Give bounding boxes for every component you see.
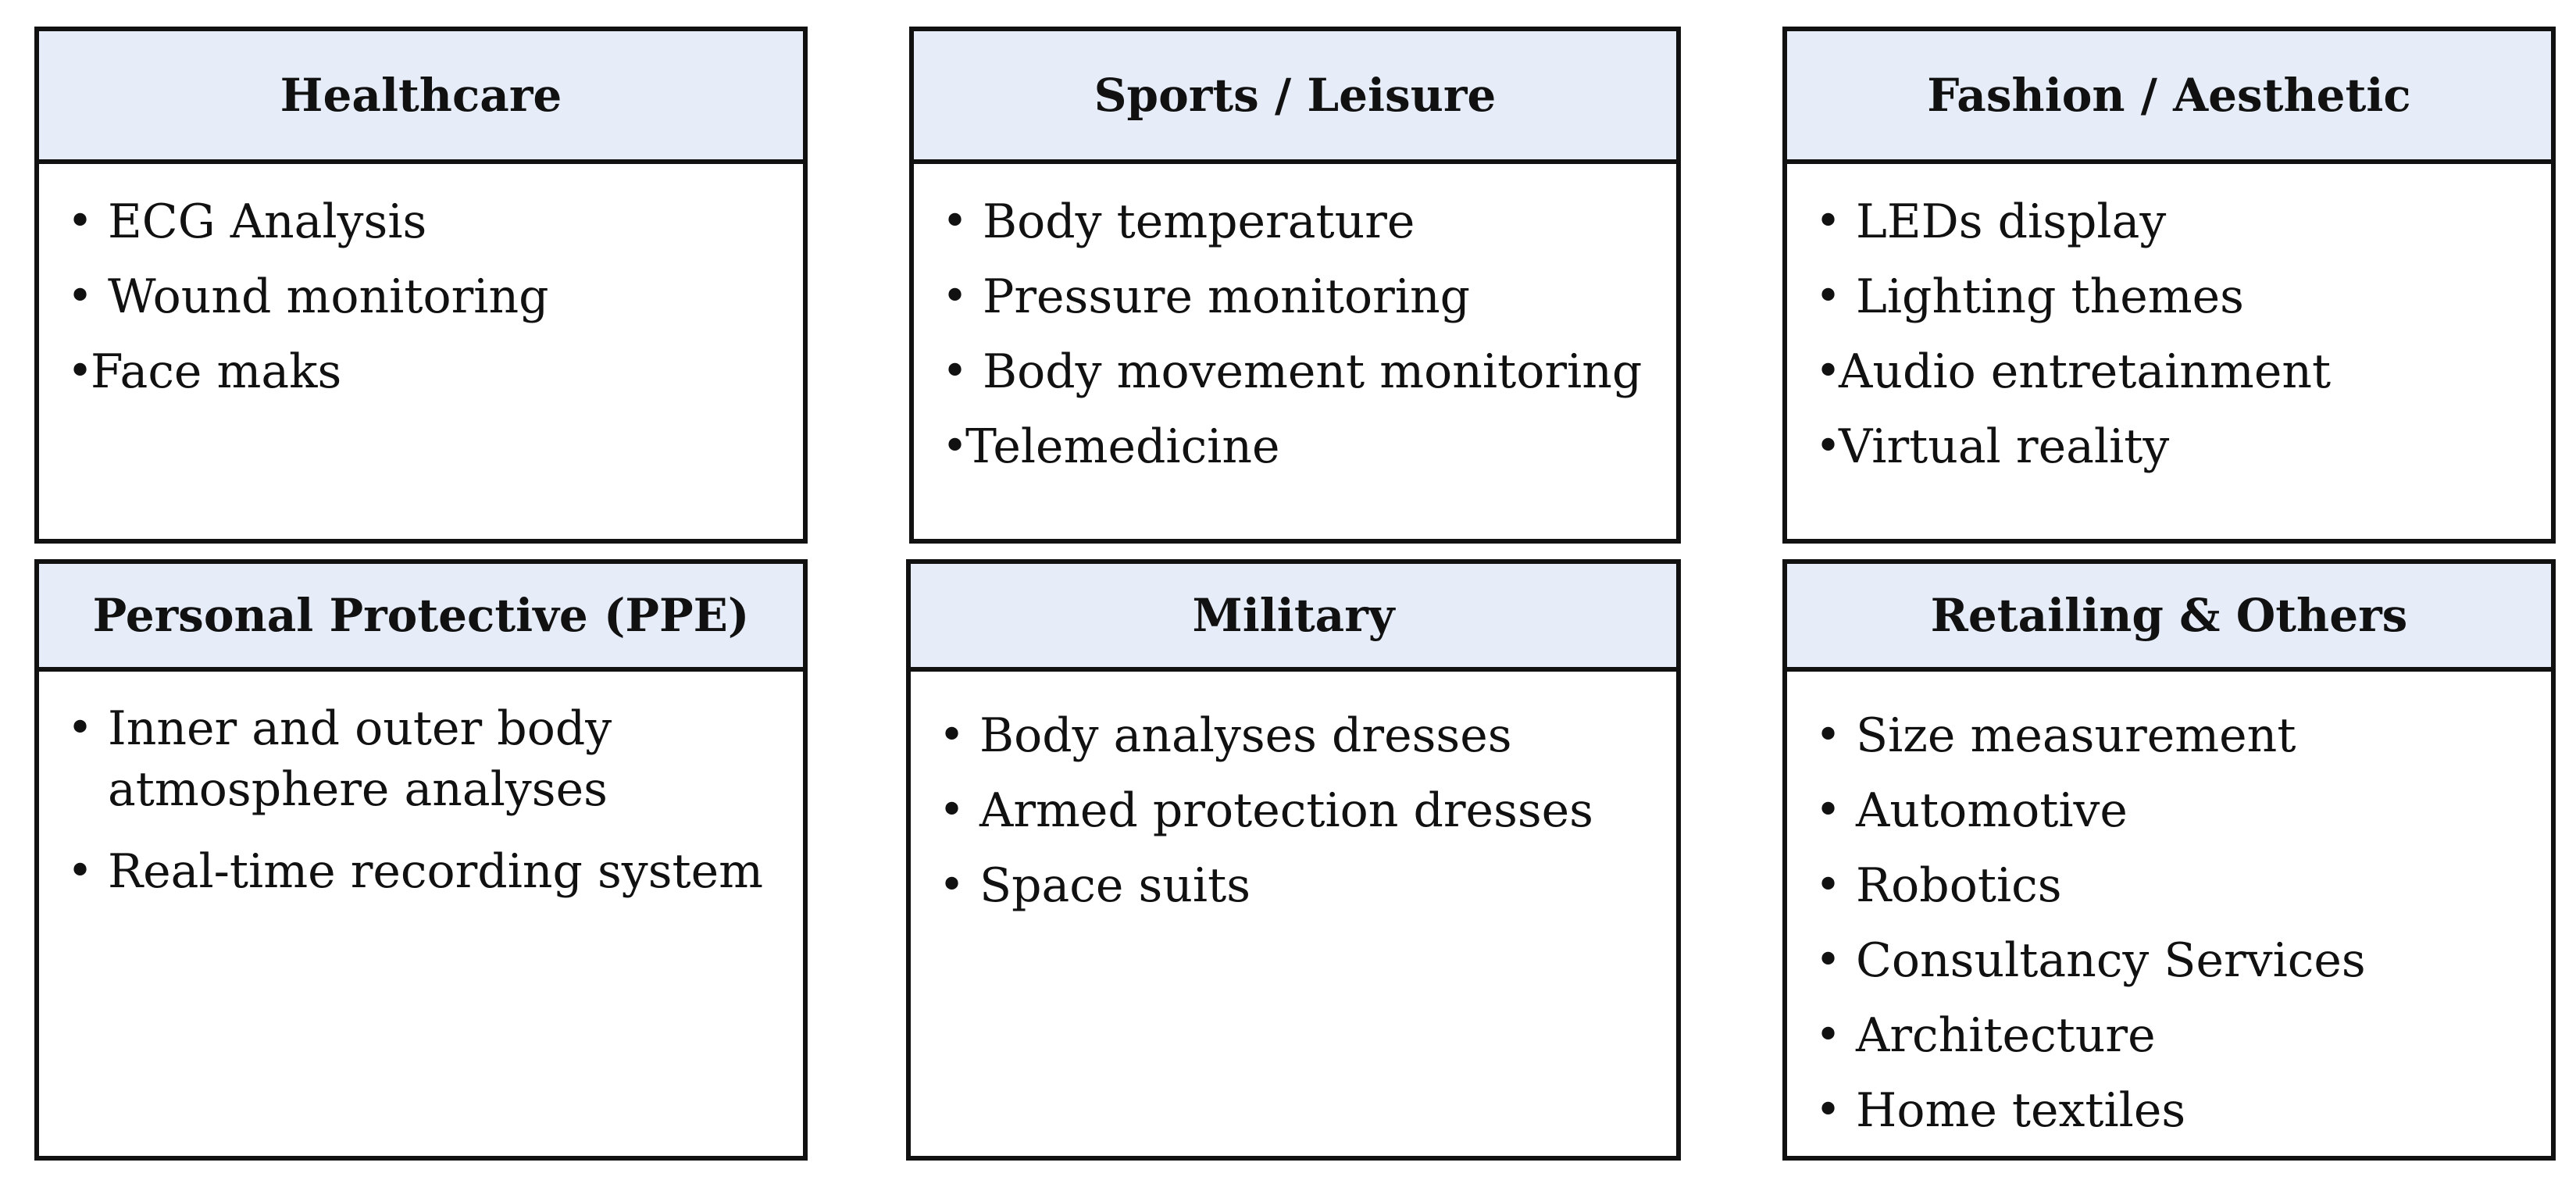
category-box-healthcare	[34, 27, 808, 544]
list-item-label: Telemedicine	[965, 419, 1280, 474]
list-item-label: Real-time recording system	[108, 844, 764, 899]
category-title: Fashion / Aesthetic	[1787, 31, 2551, 164]
bullet-icon: •	[939, 710, 965, 761]
list-item-label: Virtual reality	[1839, 419, 2170, 474]
bullet-icon: •	[1815, 1085, 1842, 1136]
list-item-label: Home textiles	[1856, 1083, 2186, 1138]
list-item-label: Body temperature	[983, 194, 1415, 249]
bullet-icon: •	[942, 271, 969, 322]
list-item	[67, 834, 803, 909]
list-item-label: ECG Analysis	[108, 194, 427, 249]
list-item-label: Pressure monitoring	[983, 269, 1471, 324]
bullet-icon: •	[1815, 785, 1842, 836]
category-title: Military	[911, 564, 1676, 672]
list-item-label: Automotive	[1856, 783, 2128, 838]
bullet-icon: •	[1815, 346, 1842, 397]
list-item	[1815, 334, 2551, 409]
list-item	[939, 773, 1676, 848]
bullet-icon: •	[1815, 935, 1842, 986]
list-item-label: Body analyses dresses	[979, 708, 1512, 763]
list-item-label: Wound monitoring	[108, 269, 549, 324]
list-item-label: Lighting themes	[1856, 269, 2244, 324]
bullet-icon: •	[1815, 1010, 1842, 1061]
category-title: Retailing & Others	[1787, 564, 2551, 672]
category-title: Personal Protective (PPE)	[39, 564, 803, 672]
bullet-icon: •	[1815, 196, 1842, 247]
list-item	[1815, 259, 2551, 334]
list-item	[942, 184, 1676, 259]
bullet-icon: •	[1815, 271, 1842, 322]
list-item-label: Body movement monitoring	[983, 344, 1643, 399]
list-item	[942, 334, 1676, 409]
bullet-icon: •	[67, 703, 94, 754]
category-title: Healthcare	[39, 31, 803, 164]
list-item	[67, 698, 803, 820]
list-item	[1815, 409, 2551, 484]
list-item-label: Space suits	[979, 858, 1251, 913]
list-item-label: Size measurement	[1856, 708, 2296, 763]
list-item	[1815, 998, 2551, 1073]
list-item	[1815, 923, 2551, 998]
bullet-icon: •	[942, 421, 969, 472]
category-item-list	[939, 698, 1676, 923]
category-box-fashion-aesthetic	[1782, 27, 2556, 544]
category-item-list	[942, 184, 1676, 484]
category-title: Sports / Leisure	[914, 31, 1676, 164]
bullet-icon: •	[67, 346, 94, 397]
list-item	[1815, 698, 2551, 773]
bullet-icon: •	[939, 860, 965, 911]
list-item-label: Face maks	[91, 344, 342, 399]
category-box-ppe	[34, 559, 808, 1161]
list-item	[67, 259, 803, 334]
category-item-list	[1815, 184, 2551, 484]
list-item-label: Armed protection dresses	[979, 783, 1593, 838]
bullet-icon: •	[942, 196, 969, 247]
list-item-label: Robotics	[1856, 858, 2062, 913]
list-item	[1815, 184, 2551, 259]
list-item-label: LEDs display	[1856, 194, 2167, 249]
bullet-icon: •	[1815, 710, 1842, 761]
bullet-icon: •	[67, 271, 94, 322]
category-item-list	[1815, 698, 2551, 1148]
bullet-icon: •	[939, 785, 965, 836]
bullet-icon: •	[1815, 860, 1842, 911]
list-item	[942, 409, 1676, 484]
list-item	[1815, 773, 2551, 848]
category-item-list	[67, 698, 803, 909]
list-item	[1815, 848, 2551, 923]
bullet-icon: •	[67, 196, 94, 247]
list-item-label: Consultancy Services	[1856, 933, 2366, 988]
list-item-label: Inner and outer body atmosphere analyses	[108, 701, 612, 817]
list-item	[67, 334, 803, 409]
category-box-military	[906, 559, 1681, 1161]
category-box-sports-leisure	[909, 27, 1681, 544]
list-item	[1815, 1073, 2551, 1148]
category-box-retailing-others	[1782, 559, 2556, 1161]
list-item-label: Architecture	[1856, 1008, 2156, 1063]
list-item	[939, 848, 1676, 923]
bullet-icon: •	[942, 346, 969, 397]
list-item	[942, 259, 1676, 334]
list-item-label: Audio entretainment	[1839, 344, 2332, 399]
list-item	[939, 698, 1676, 773]
bullet-icon: •	[1815, 421, 1842, 472]
category-item-list	[67, 184, 803, 409]
bullet-icon: •	[67, 846, 94, 897]
list-item	[67, 184, 803, 259]
